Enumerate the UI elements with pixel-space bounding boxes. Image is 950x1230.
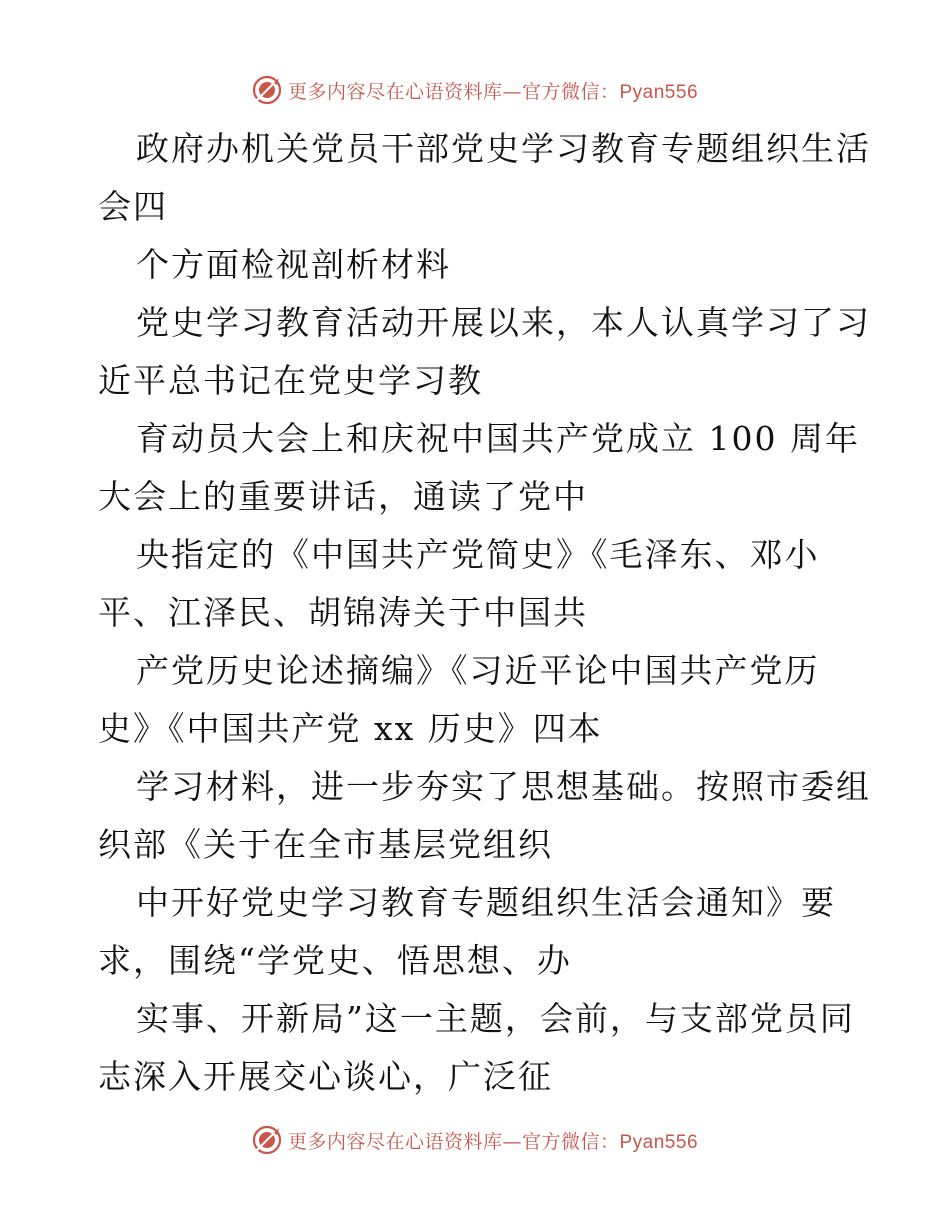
text-line: 求，围绕“学党史、悟思想、办 xyxy=(98,941,572,980)
text-line: 近平总书记在党史学习教 xyxy=(98,361,483,400)
text-line: 织部《关于在全市基层党组织 xyxy=(98,825,553,864)
text-line: 会四 xyxy=(98,187,168,226)
header-separator: — xyxy=(502,80,522,103)
footer-separator: — xyxy=(502,1130,522,1153)
header-banner xyxy=(0,72,950,108)
text-line: 志深入开展交心谈心，广泛征 xyxy=(98,1057,553,1096)
text-line: 产党历史论述摘编》《习近平论中国共产党历 xyxy=(136,651,820,690)
footer-banner xyxy=(0,1122,950,1158)
text-line: 个方面检视剖析材料 xyxy=(136,245,451,284)
header-site-name: 更多内容尽在心语资料库 xyxy=(287,80,503,103)
document-body xyxy=(98,120,871,1106)
text-line: 学习材料，进一步夯实了思想基础。按照市委组 xyxy=(136,767,871,806)
pen-seal-logo-icon xyxy=(252,1125,282,1155)
text-line: 实事、开新局”这一主题，会前，与支部党员同 xyxy=(136,999,855,1038)
text-line: 党史学习教育活动开展以来，本人认真学习了习 xyxy=(136,303,871,342)
text-line: 史》《中国共产党 xx 历史》四本 xyxy=(98,709,603,748)
header-wechat: 官方微信：Pyan556 xyxy=(522,81,699,103)
footer-site-name: 更多内容尽在心语资料库 xyxy=(287,1130,503,1153)
text-line: 平、江泽民、胡锦涛关于中国共 xyxy=(98,593,588,632)
footer-banner-text xyxy=(288,1127,698,1154)
pen-seal-logo-icon xyxy=(252,75,282,105)
text-line: 育动员大会上和庆祝中国共产党成立 100 周年 xyxy=(136,419,860,458)
header-banner-text xyxy=(288,77,698,104)
text-line: 中开好党史学习教育专题组织生活会通知》要 xyxy=(136,883,836,922)
footer-wechat: 官方微信：Pyan556 xyxy=(522,1131,699,1153)
text-line: 央指定的《中国共产党简史》《毛泽东、邓小 xyxy=(136,535,820,574)
text-line: 政府办机关党员干部党史学习教育专题组织生活 xyxy=(136,129,871,168)
text-line: 大会上的重要讲话，通读了党中 xyxy=(98,477,588,516)
